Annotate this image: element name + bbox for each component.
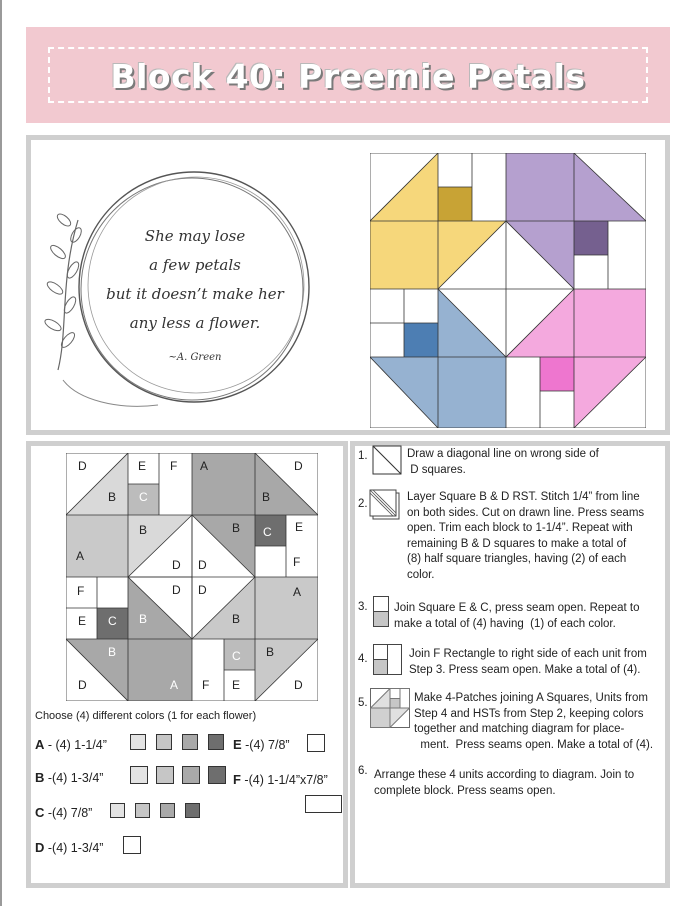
step-number: 6.	[358, 765, 368, 777]
label-d: D	[172, 583, 181, 597]
step-text: Join F Rectangle to right side of each unit from Step 3. Press seam open. Make a total of (4).	[409, 648, 647, 676]
e-c-unit-icon	[373, 596, 389, 628]
label-b: B	[262, 490, 271, 504]
quote-line: She may lose	[144, 227, 246, 245]
step-text: Arrange these 4 units according to diagram. Join to complete block. Press seams open.	[374, 769, 635, 797]
label-d: D	[294, 459, 303, 473]
label-c: C	[108, 614, 117, 628]
label-b: B	[232, 521, 241, 535]
quote-author: ~A. Green	[168, 352, 222, 363]
quote-line: any less a flower.	[129, 314, 261, 332]
label-c: C	[139, 490, 148, 504]
label-e: E	[78, 614, 87, 628]
label-b: B	[266, 645, 275, 659]
cut-row-c	[35, 805, 92, 820]
step-number: 2.	[358, 498, 368, 510]
step-number: 5.	[358, 697, 368, 709]
cut-letter: F	[233, 772, 241, 787]
cut-row-a	[35, 737, 107, 752]
swatch	[182, 734, 198, 750]
cut-letter: C	[35, 805, 45, 820]
quote-text	[80, 222, 310, 363]
cut-letter: A	[35, 737, 45, 752]
label-f: F	[202, 678, 210, 692]
cut-text: -(4) 7/8”	[241, 738, 290, 752]
swatch	[156, 734, 172, 750]
label-a: A	[76, 549, 85, 563]
step-number: 3.	[358, 601, 368, 613]
cut-row-d	[35, 840, 103, 855]
page-title: Block 40: Preemie Petals	[110, 57, 586, 96]
swatch	[305, 795, 342, 813]
label-d: D	[78, 678, 87, 692]
ecf-unit-icon	[373, 644, 403, 676]
swatch	[208, 766, 226, 784]
cut-text: -(4) 1-3/4”	[44, 771, 104, 785]
layered-squares-icon	[367, 487, 401, 521]
page-edge-line	[0, 0, 2, 906]
colored-block-image	[370, 153, 646, 428]
label-a: A	[200, 459, 209, 473]
swatch	[208, 734, 224, 750]
label-d: D	[198, 583, 207, 597]
label-b: B	[108, 645, 117, 659]
label-d: D	[78, 459, 87, 473]
label-b: B	[232, 612, 241, 626]
label-a: A	[293, 585, 302, 599]
swatch	[123, 836, 141, 854]
cut-row-e	[233, 737, 290, 752]
swatch	[185, 803, 200, 818]
swatch	[156, 766, 174, 784]
title-banner	[26, 27, 670, 123]
quote-line: a few petals	[149, 256, 241, 274]
swatch	[182, 766, 200, 784]
cut-text: -(4) 1-1/4”x7/8”	[240, 773, 328, 787]
swatch	[130, 766, 148, 784]
label-e: E	[138, 459, 147, 473]
step-text: Join Square E & C, press seam open. Repeat to make a total of (4) having (1) of each color.	[394, 602, 640, 630]
label-f: F	[170, 459, 178, 473]
swatch	[110, 803, 125, 818]
label-a: A	[170, 678, 179, 692]
label-d: D	[198, 558, 207, 572]
label-d: D	[294, 678, 303, 692]
label-c: C	[263, 525, 272, 539]
step-text: Draw a diagonal line on wrong side of D squares.	[407, 448, 599, 476]
label-e: E	[232, 678, 241, 692]
label-f: F	[77, 584, 85, 598]
label-f: F	[293, 555, 301, 569]
swatch	[130, 734, 146, 750]
step-number: 4.	[358, 653, 368, 665]
cut-row-f	[233, 772, 328, 787]
quote-line: but it doesn’t make her	[106, 285, 284, 303]
cut-text: -(4) 1-3/4”	[44, 841, 104, 855]
cut-letter: B	[35, 770, 45, 785]
cut-letter: D	[35, 840, 45, 855]
block-diagram	[66, 453, 318, 701]
cut-text: -(4) 7/8”	[44, 806, 93, 820]
step-text: Make 4-Patches joining A Squares, Units from Step 4 and HSTs from Step 2, keeping colors together and matching diagram for place- ment. Press seams open. Make a total of (4).	[414, 692, 654, 751]
label-d: D	[172, 558, 181, 572]
diagonal-square-icon	[372, 445, 402, 475]
label-c: C	[232, 649, 241, 663]
cut-row-b	[35, 770, 103, 785]
cut-text: - (4) 1-1/4”	[44, 738, 107, 752]
swatch	[160, 803, 175, 818]
four-patch-icon	[370, 688, 410, 728]
swatch	[307, 734, 325, 752]
cut-letter: E	[233, 737, 242, 752]
label-e: E	[295, 520, 304, 534]
label-b: B	[108, 490, 117, 504]
step-number: 1.	[358, 450, 368, 462]
label-b: B	[139, 612, 148, 626]
label-b: B	[139, 523, 148, 537]
step-text: Layer Square B & D RST. Stitch 1/4” from line on both sides. Cut on drawn line. Press seams open. Trim each block to 1-1/4”. Repeat with remaining B & D squares to make a total of (8) half square triangles, having (2) of each color.	[407, 491, 645, 581]
cutting-intro: Choose (4) different colors (1 for each flower)	[35, 710, 257, 722]
swatch	[135, 803, 150, 818]
